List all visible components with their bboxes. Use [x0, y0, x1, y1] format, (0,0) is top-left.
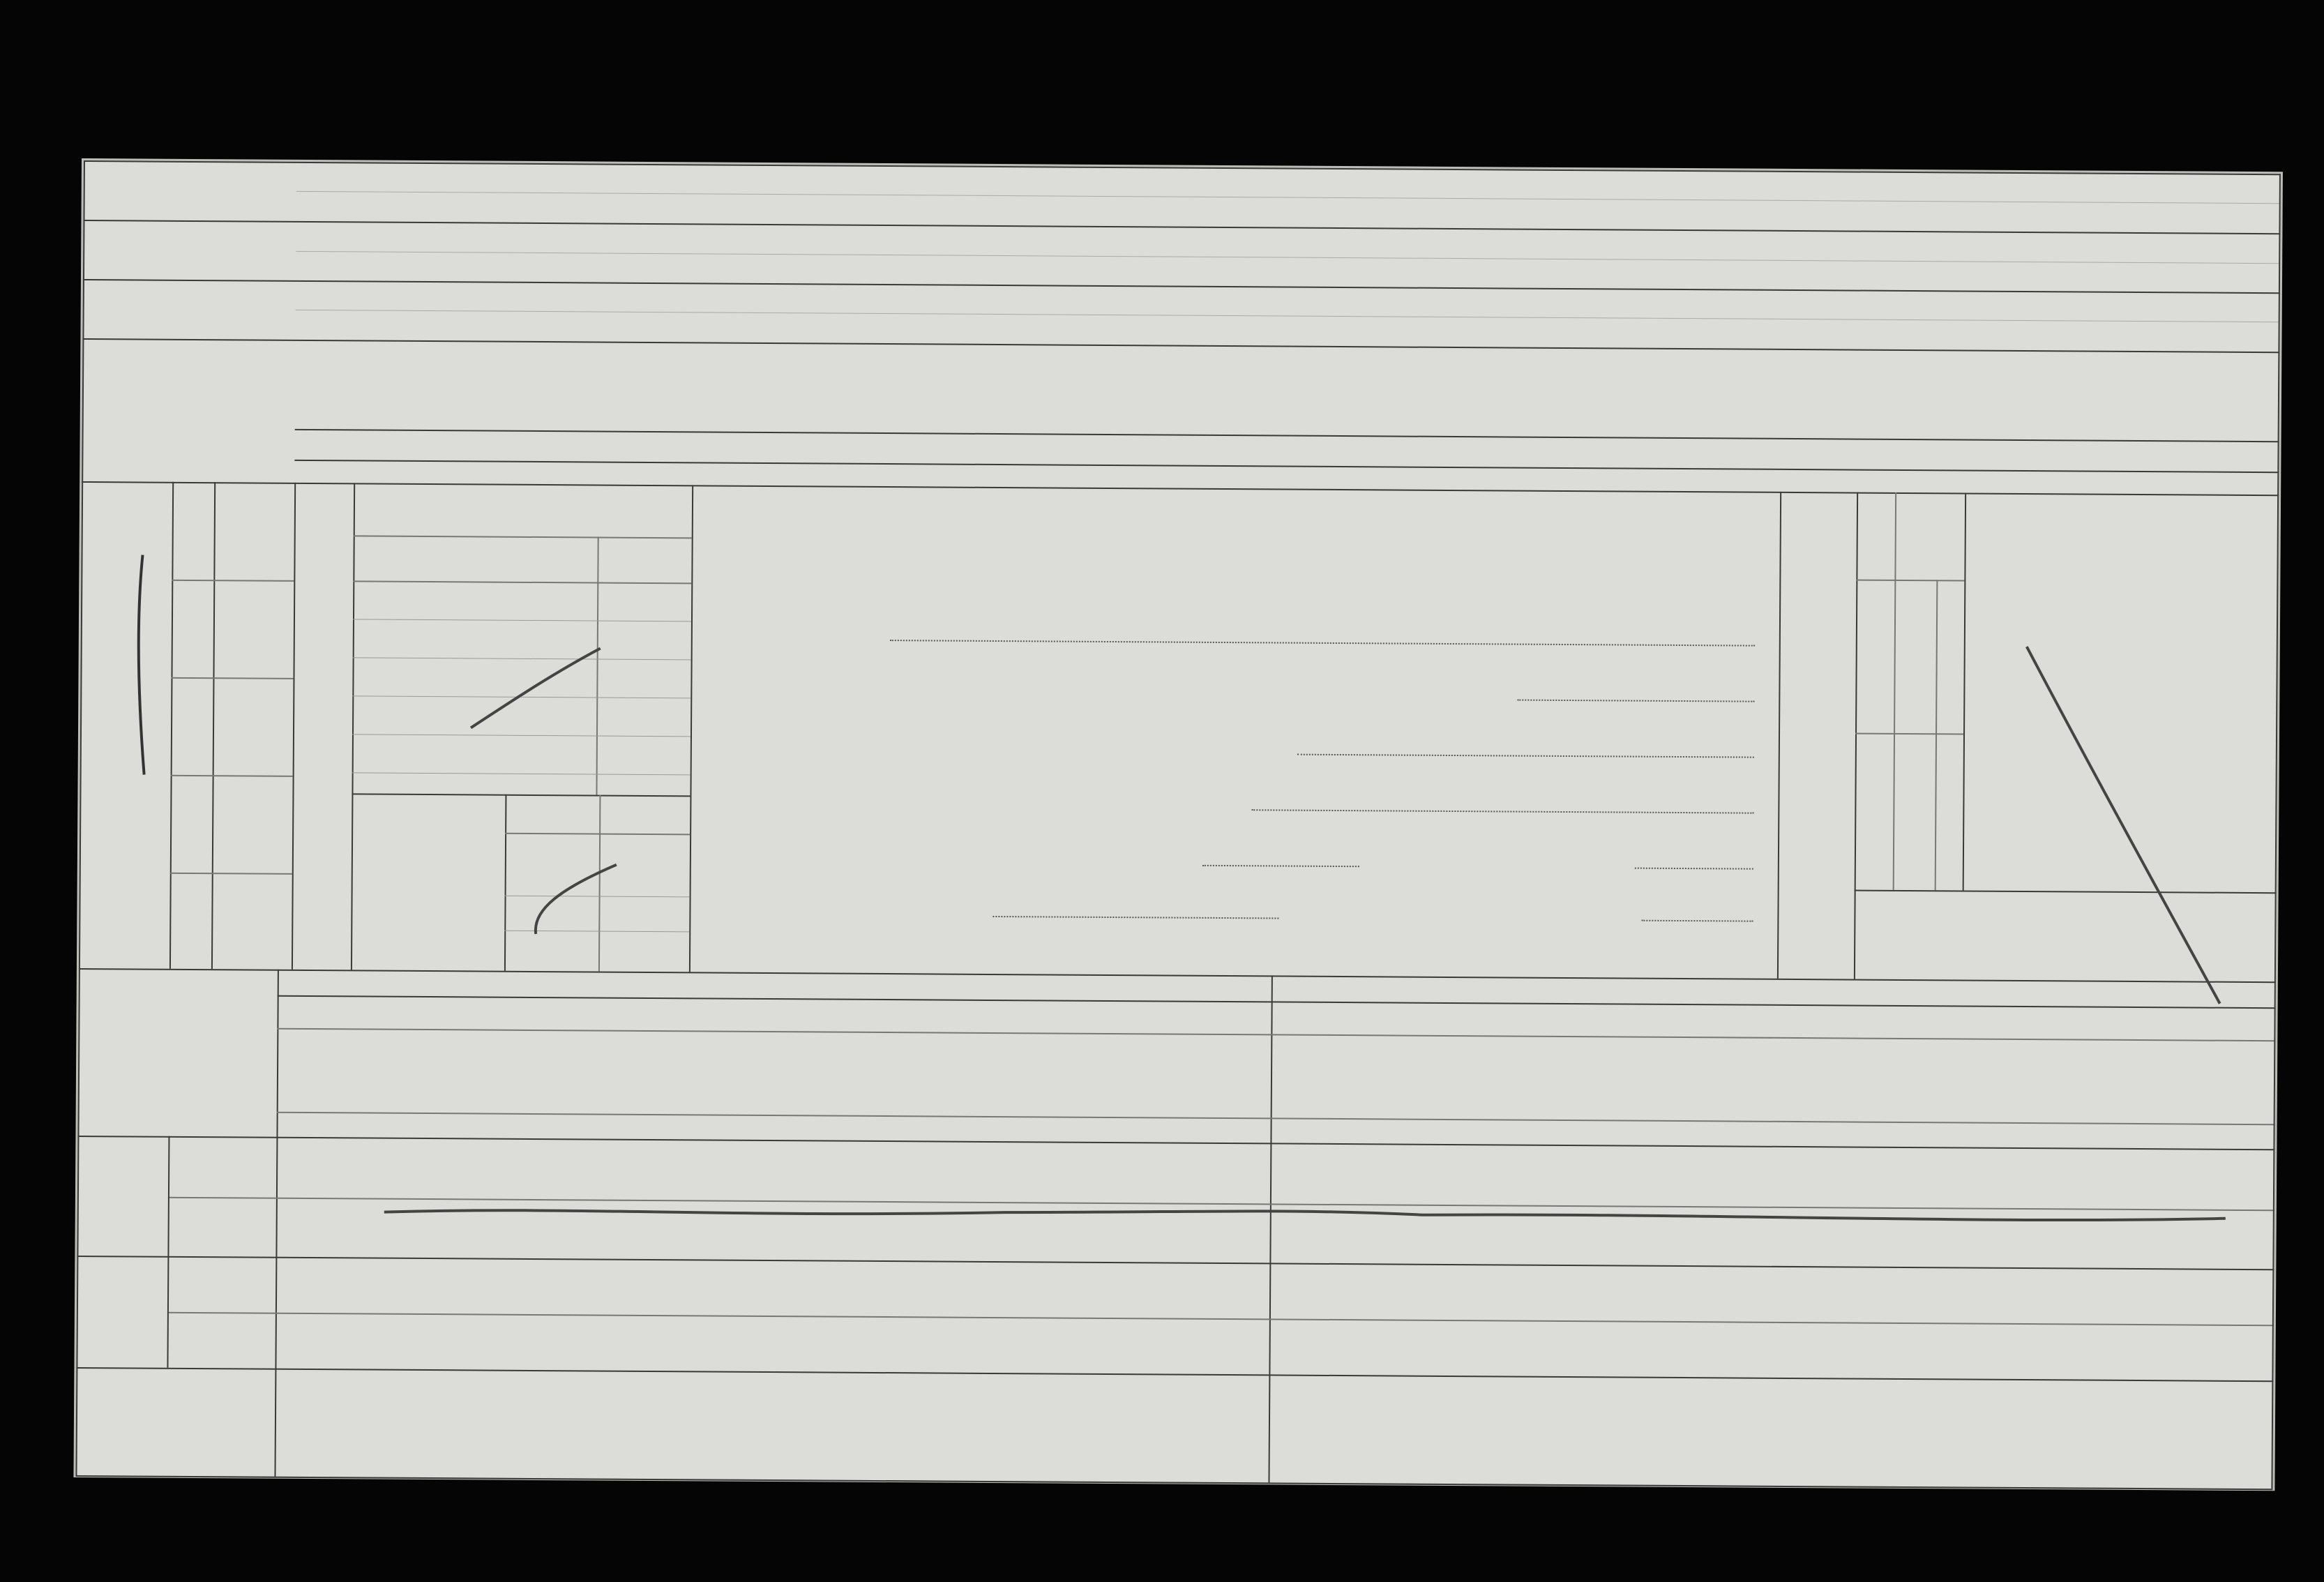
population-title: [1816, 509, 1818, 935]
total-rented-label: [90, 1388, 271, 1389]
trade-qty-header: [601, 544, 692, 545]
men-all: [1914, 796, 1915, 866]
row-lands-label: [110, 401, 278, 402]
other-society-label: [172, 1205, 276, 1206]
men-working-age: [1914, 712, 1915, 796]
workers-cross-stroke: [2018, 626, 2229, 1018]
livestock-num-133: [191, 771, 192, 855]
hired-workers-title: [326, 486, 329, 940]
men-label: [1889, 709, 1890, 813]
institutions-label: [171, 1319, 276, 1320]
census-card: [75, 160, 2280, 1489]
row-own-label: [111, 303, 278, 304]
total-souls-label: [1916, 479, 1917, 562]
livestock-num-134: [190, 869, 191, 953]
trade-name-header: [361, 549, 591, 550]
private-persons-label: [171, 1263, 276, 1264]
hired-term: [255, 573, 256, 657]
row-rented-label: [111, 230, 278, 231]
livestock-num-132: [192, 674, 193, 758]
perennial-grass-group: [1547, 414, 1826, 415]
fallow-group: [1979, 444, 2210, 446]
handwritten-vertical-stroke: [129, 551, 158, 781]
hired-piece: [254, 769, 255, 852]
non-nadel-label: [122, 1238, 123, 1350]
row-total-label: [112, 181, 279, 182]
trade-header: [361, 490, 688, 492]
desyat-header: [506, 805, 599, 806]
lease-strike-line: [377, 1188, 2261, 1241]
orchard-cross-stroke: [518, 854, 631, 945]
hired-yearly: [256, 476, 257, 559]
women-label: [1891, 555, 1892, 660]
women-working-age: [1915, 555, 1916, 639]
trade-cross-stroke: [457, 637, 611, 742]
own-society-label: [172, 1146, 276, 1147]
